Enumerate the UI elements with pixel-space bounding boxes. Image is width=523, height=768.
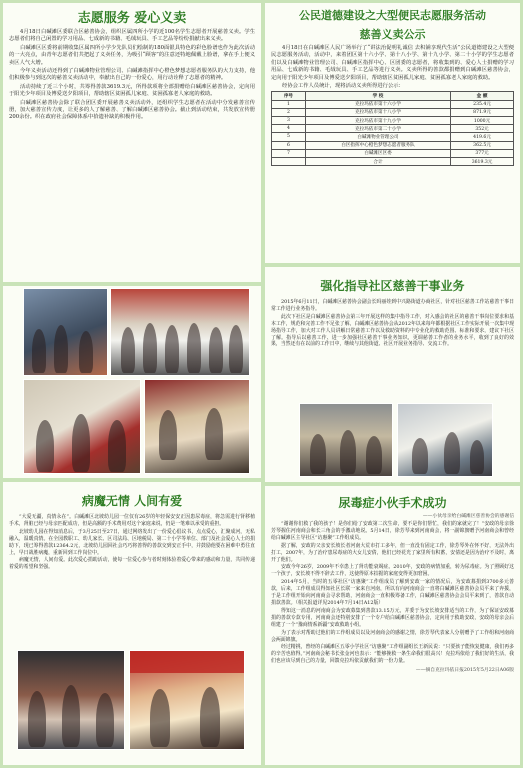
table-header-row <box>272 92 514 100</box>
article-title: 公民道德建设之大型便民志愿服务活动 <box>299 9 486 22</box>
photo-donation-counting <box>144 379 250 474</box>
article-paragraph: “谢谢你们救了我的孩子！是你们给了安政第二次生命，要不是你们帮忙，我们的家就完了！”安政的母亲徐芳琴握住河南商会和长三角会的手激动地说。5月14日，徐芳琴来到河南商会，将一副锦旗赠予河南商会和曾经给白碱滩区主导社区“访惠聚”工作组成员。 <box>271 521 514 541</box>
table-cell: 1 <box>272 100 306 108</box>
article-paragraph: 得知这一消息的河南商会为安政募集到善款13.15万元，并委于为安长坡安排适当的工作，为了保证安政募捐的善款专款专用，河南商会还特别安排了一个专户给白碱滩区慈善协会，定向用于救助安政，安政的母亲会后组建了一个“豫商情系新疆”安政救助小组。 <box>271 607 514 628</box>
article-paragraph: “大爱无疆，真情永在”。白碱滩区北坡幼儿园一位仅有26岁的年轻保安安正因患尿毒症，将急需进行肾移植手术，肾脏已经与母亲匹配成功，但是高额的手术费用对这个家庭来说，仍是一笔难以承受的重担。 <box>9 514 255 527</box>
article-paragraph: 据了解，安政的父亲安长坡长者河南大荒市打工多年，但一直没有固定工作，徐芳琴外在怀不好，无法外出打工，2007年，为了治疗患尿毒症的大女儿安倩，他们已经花光了家里所有积蓄，安倩还是因为治疗不及时，离开了他们。 <box>271 542 514 563</box>
article-paragraph: 2015年6月11日，白碱滩区慈善协会副会长吗丽娃到中兴路街道办商社区，针对社区慈善工作站慈善干事日常工作进行业务指导。 <box>271 299 514 312</box>
article-paragraph: 病魔无情，人间有爱。此次爱心捐助活动，使每一位爱心参与者时刻体验着爱心带来的感动和力量，共同传递着爱的希望和坚强。 <box>9 557 255 571</box>
table-cell: 3 <box>272 117 306 125</box>
article-paragraph: 安政今年26岁，2009年不幸患上了肾功能衰竭症。2010年，安政的病情加重，转为尿毒症。为了照顾好这一个孩子，安长坡不得不辞去工作，这使得原本拮据的家庭变得更加窘困。 <box>271 564 514 578</box>
table-cell: 1000元 <box>451 117 514 125</box>
table-cell: 419.6元 <box>451 133 514 141</box>
table-cell: 235.4元 <box>451 100 514 108</box>
article-paragraph: 活动持续了近三个小时，共筹得善款3619.3元，所得款项将全部捐赠给白碱滩区慈善协会，定向用于阳光少年项目及博爱送夕阳项目，帮助辖区贫困孤儿家庭、贫困孤寡老人家庭的救助。 <box>9 83 255 98</box>
article-charity-sale <box>3 3 261 282</box>
column-header: 学 校 <box>305 92 450 100</box>
article-surgery-success <box>265 486 520 765</box>
photo-guidance-meeting <box>397 403 493 477</box>
table-cell: 2 <box>272 108 306 116</box>
photo-mask-sale <box>23 379 141 474</box>
article-paragraph: 经协会工作人员统计，现将活动义卖所得进行公示： <box>282 83 404 90</box>
table-cell: 克拉玛依市第十八小学 <box>305 108 450 116</box>
article-paragraph: 4月18日在白碱滩区人民广场举行了“讲法治促明礼诚信 去积铺享现代生活”公民道德建设之大型便民志愿服务活动，活动中，来着团区第十六小学、第十八小学、第十九小学、第二十小学的学生志愿者们以及白碱滩物业管理公司、白碱滩区指挥中心、区团委的志愿者，将收集到的、爱心人士捐赠的学习用品、七成新的书籍、毛绒玩具、手工艺品等进行义卖。义卖所得的善款都捐赠到白碱滩区慈善协会，定向用于阳光少年项目及博爱送夕阳项目，帮助辖区贫困孤儿家庭、贫困孤寡老人家庭的救助。 <box>271 45 514 81</box>
column-header: 序号 <box>272 92 306 100</box>
article-subtitle: 慈善义卖公示 <box>359 28 426 41</box>
table-cell: 352元 <box>451 125 514 133</box>
table-cell: 7 <box>272 149 306 157</box>
table-row <box>272 149 514 157</box>
photo-kindergarten-donation <box>17 650 125 750</box>
table-cell: 4 <box>272 125 306 133</box>
article-paragraph: 此次下社区是白碱滩区慈善协会第三年开展这样的集中指导工作，对入感会的社区的慈善干事岗位要求和基本工作，规范和完善工作不足张了解，白碱滩区慈善协会从2012年以来每年都根据社区工作实际开展一次集中现场指导工作，加大对工作人员讲解日常慈善工作以及救助资料的中专业化的救助范围、标准和要求，建议下社区了解。指导后以慈善工作、进一步加强社区慈善干事业务知识，更调慈善工作者的业务水平，收到了良好的效果，当然还有在以前的工作日中，继续与其他街道、社区开展业务指导、交流工作。 <box>271 313 514 348</box>
table-cell: 白碱滩物业管理公司 <box>305 133 450 141</box>
table-cell: 377元 <box>451 149 514 157</box>
table-cell: 合计 <box>305 157 450 165</box>
article-paragraph: 北坡幼儿园在得知消息后，于3月25日至27日，通过网络发出了一份爱心倡议书，点点爱心，汇聚成河，无私融入，温暖真情。在全园教职工、幼儿家长、区司法局、区地税局、第二十小学等单位、部门及社会爱心人士的捐助下，现已筹得善款12364.2元，北坡幼儿园回社会巧巧将善得的善款交到安正手中，并鼓励他要在困难中勇往直上，早日战胜病魔，重新回到工作岗位中。 <box>9 528 255 556</box>
article-paragraph: 为了表示对帮助过他们的工作组成员以及河南商会的感谢之情，徐芳琴代表家人分别赠予了工作组和河南商会两面锦旗。 <box>271 629 514 643</box>
article-title: 志愿服务 爱心义卖 <box>77 11 187 26</box>
table-cell <box>272 157 306 165</box>
article-paragraph: 白碱滩区区委将前期收集区属四所小学少先队员们绘制的180面银具特色的彩色脸谱也作为此次活动的一大亮点，由青年志愿者们共把起了义卖任务，为吸引“顾客”的注意还特地佩戴上脸谱，拿在手上便义卖区人气大增。 <box>9 44 255 66</box>
photo-community-guidance <box>299 403 393 477</box>
table-cell: 362.5元 <box>451 141 514 149</box>
article-guidance <box>265 267 520 482</box>
photo-volunteers-banner <box>110 288 250 376</box>
table-cell: 5 <box>272 133 306 141</box>
table-row <box>272 141 514 149</box>
article-paragraph: 2014年5月，当时的五零社区“访惠聚”工作组成员了解到安政一家的情况后，为安政募捐到3700多元善款，后来，工作组成员得知社区长联一家来自河南，所以有向河南商会一直将白碱滩区慈善协会员平来了奔援，于是工作组开始向河南商会寻求帮助，河南商会一直积极筹备工作，白碱滩区慈善协会会员平来到了，善款自动捐款善款。（相关报道详见2014年7月14日A12版） <box>271 579 514 606</box>
article-illness-love <box>3 482 261 765</box>
table-cell: 克拉玛依市第十九小学 <box>305 117 450 125</box>
photo-collage <box>3 286 261 478</box>
table-row <box>272 157 514 165</box>
article-sale-announcement <box>265 3 520 263</box>
table-cell: 871.9元 <box>451 108 514 116</box>
table-cell: 白区指挥中心橙色梦想志愿者服务队 <box>305 141 450 149</box>
table-row <box>272 117 514 125</box>
photo-students-charity-sale <box>23 288 108 376</box>
article-paragraph: 经过精挑，曾经的白碱滩区五零小学社区“访惠聚”工作组副组长王新民说：“只要孩子能恢复健康，我们再多的辛苦也值得。”河南商会秘书长张金河也表示：“能够挽救一条生命我们很高兴！克拉玛依给了我们好的生活，我们也应该尽到自己的力量，回馈克拉玛依贡献我们的一份力量。 <box>271 644 514 665</box>
table-row <box>272 100 514 108</box>
donation-table <box>271 91 514 166</box>
table-row <box>272 125 514 133</box>
article-source: ——摘自克拉玛依日报2015年5月22日A06版 <box>415 668 514 674</box>
column-header: 金 额 <box>451 92 514 100</box>
article-title: 尿毒症小伙手术成功 <box>338 496 447 510</box>
article-title: 强化指导社区慈善干事业务 <box>320 279 465 293</box>
article-paragraph: 白碱滩区慈善协会除了联合团区委开展慈善义卖活动外，还组织学生志愿者在活动中分发慈善宣传册，加大慈善宣传力度，让更多的人了解慈善、了解白碱滩区慈善协会。截止到活动结束，共发放宣传册200余份。织在政府社会保障体系中拾遗补缺的积极作用。 <box>9 99 255 121</box>
table-cell: 白碱滩区区委 <box>305 149 450 157</box>
article-byline: ——小伙母亲给白碱滩区慈善协会的感谢信 <box>422 514 514 519</box>
table-cell: 克拉玛依市第二十小学 <box>305 125 450 133</box>
table-cell: 克拉玛依市第十六小学 <box>305 100 450 108</box>
article-paragraph: 4月18日白碱滩区委联合区慈善协会，组织区属四所小学的近100名学生志愿者开展慈善义卖。学生志愿者们将自己闲置的学习用品、七成新的书籍、毛绒玩具、手工艺品等纷纷捐献出来义卖。 <box>9 29 255 43</box>
table-cell: 3619.3元 <box>451 157 514 165</box>
article-paragraph: 今年义卖活动还得到了白碱滩物业管理公司、白碱滩指挥中心橙色梦想志愿者服务队的大力支持，他们积极参与到这次的慈善义卖活动中，奉献出自己的一份爱心，用行动诠释了志愿者的精神。 <box>9 68 255 82</box>
photo-handover <box>129 650 245 750</box>
article-title: 病魔无情 人间有爱 <box>81 494 183 508</box>
table-row <box>272 133 514 141</box>
table-row <box>272 108 514 116</box>
table-cell: 6 <box>272 141 306 149</box>
